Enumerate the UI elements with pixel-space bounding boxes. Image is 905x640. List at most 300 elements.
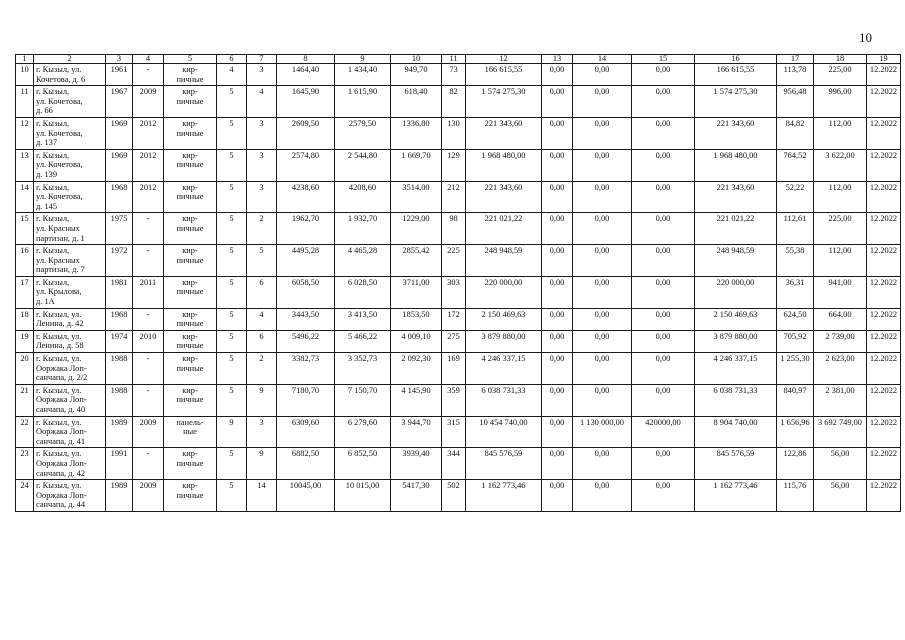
cell-cost-limit: 996,00 [814, 86, 867, 118]
cell-living-area: 3 413,50 [335, 308, 391, 330]
cell-address [34, 448, 106, 480]
cell-residential-area: 3514,00 [391, 181, 442, 213]
cell-total-area: 4238,60 [277, 181, 335, 213]
cell-completion-date: 12.2022 [867, 149, 901, 181]
cell-living-area: 7 150,70 [335, 384, 391, 416]
cell-address [34, 384, 106, 416]
cell-completion-date: 12.2022 [867, 276, 901, 308]
cell-total-area: 5496,22 [277, 330, 335, 352]
cell-renovation-year: 2011 [133, 276, 164, 308]
cell-repair-cost: 1 162 773,46 [466, 480, 542, 512]
cell-floors: 5 [217, 213, 247, 245]
cell-floors: 5 [217, 149, 247, 181]
cell-row-number: 19 [16, 330, 34, 352]
cell-residents: 225 [442, 245, 466, 277]
cell-line: г. Кызыл, ул. [36, 354, 82, 364]
cell-wall-material [164, 416, 217, 448]
cell-living-area: 6 852,50 [335, 448, 391, 480]
cell-line: санчапа, д. 42 [36, 468, 86, 478]
cell-repair-cost: 220 000,00 [466, 276, 542, 308]
cell-year-built: 1991 [106, 448, 133, 480]
cell-line: кир- [182, 277, 198, 287]
cell-year-built: 1968 [106, 181, 133, 213]
cell-address [34, 181, 106, 213]
cell-line: кир- [182, 87, 198, 97]
cell-year-built: 1969 [106, 117, 133, 149]
cell-completion-date: 12.2022 [867, 384, 901, 416]
cell-wall-material [164, 448, 217, 480]
cell-col-15: 0,00 [632, 245, 695, 277]
cell-row-number: 11 [16, 86, 34, 118]
cell-line: д. 139 [36, 169, 58, 179]
cell-row-number: 22 [16, 416, 34, 448]
cell-address [34, 480, 106, 512]
cell-repair-cost: 4 246 337,15 [466, 353, 542, 385]
cell-floors: 5 [217, 480, 247, 512]
cell-line: д. 137 [36, 138, 58, 148]
cell-line: кир- [182, 354, 198, 364]
cell-col-13: 0,00 [542, 416, 573, 448]
cell-residential-area: 3 944,70 [391, 416, 442, 448]
cell-entrances: 6 [247, 330, 277, 352]
cell-residential-area: 949,70 [391, 64, 442, 86]
cell-col-13: 0,00 [542, 353, 573, 385]
cell-line: г. Кызыл, ул. [36, 449, 82, 459]
cell-renovation-year: - [133, 213, 164, 245]
page-number: 10 [859, 30, 872, 45]
cell-residents: 169 [442, 353, 466, 385]
cell-completion-date: 12.2022 [867, 308, 901, 330]
cell-row-number: 14 [16, 181, 34, 213]
cell-cost-per-sqm: 122,86 [777, 448, 814, 480]
cell-residential-area: 1229,00 [391, 213, 442, 245]
cell-col-14: 0,00 [573, 117, 632, 149]
cell-total-cost: 1 574 275,30 [695, 86, 777, 118]
cell-cost-per-sqm: 55,38 [777, 245, 814, 277]
column-number-8: 8 [277, 55, 335, 64]
cell-repair-cost: 2 150 469,63 [466, 308, 542, 330]
cell-entrances: 5 [247, 245, 277, 277]
cell-line: г. Кызыл, [36, 118, 70, 128]
cell-col-14: 0,00 [573, 330, 632, 352]
table-row [16, 480, 901, 512]
cell-line: пичные [176, 319, 204, 329]
cell-total-area: 7180,70 [277, 384, 335, 416]
cell-wall-material [164, 276, 217, 308]
cell-line: д. 1А [36, 297, 55, 307]
cell-line: г. Кызыл, [36, 150, 70, 160]
cell-residents: 130 [442, 117, 466, 149]
cell-line: Ооржака Лоп- [36, 458, 87, 468]
cell-total-cost: 845 576,59 [695, 448, 777, 480]
cell-repair-cost: 248 948,59 [466, 245, 542, 277]
cell-residential-area: 1336,80 [391, 117, 442, 149]
cell-col-15: 420000,00 [632, 416, 695, 448]
cell-col-14: 0,00 [573, 480, 632, 512]
cell-completion-date: 12.2022 [867, 86, 901, 118]
cell-address [34, 117, 106, 149]
cell-repair-cost: 10 454 740,00 [466, 416, 542, 448]
table-row [16, 213, 901, 245]
cell-total-cost: 166 615,55 [695, 64, 777, 86]
cell-line: пичные [176, 223, 204, 233]
cell-entrances: 2 [247, 353, 277, 385]
cell-col-14: 0,00 [573, 276, 632, 308]
cell-wall-material [164, 480, 217, 512]
cell-repair-cost: 1 968 480,00 [466, 149, 542, 181]
cell-col-15: 0,00 [632, 213, 695, 245]
column-number-18: 18 [814, 55, 867, 64]
table-row [16, 64, 901, 86]
cell-cost-limit: 3 692 749,00 [814, 416, 867, 448]
cell-floors: 5 [217, 308, 247, 330]
cell-cost-per-sqm: 1 255,30 [777, 353, 814, 385]
cell-wall-material [164, 117, 217, 149]
cell-total-cost: 6 038 731,33 [695, 384, 777, 416]
column-number-7: 7 [247, 55, 277, 64]
cell-line: кир- [182, 449, 198, 459]
cell-address [34, 416, 106, 448]
cell-entrances: 3 [247, 117, 277, 149]
cell-line: партизан, д. 1 [36, 233, 85, 243]
cell-col-13: 0,00 [542, 480, 573, 512]
cell-completion-date: 12.2022 [867, 117, 901, 149]
cell-cost-per-sqm: 84,82 [777, 117, 814, 149]
cell-col-14: 0,00 [573, 353, 632, 385]
cell-floors: 5 [217, 86, 247, 118]
cell-wall-material [164, 330, 217, 352]
cell-line: г. Кызыл, [36, 214, 70, 224]
cell-total-cost: 1 162 773,46 [695, 480, 777, 512]
cell-residents: 98 [442, 213, 466, 245]
cell-cost-limit: 941,00 [814, 276, 867, 308]
cell-year-built: 1989 [106, 480, 133, 512]
cell-total-cost: 248 948,59 [695, 245, 777, 277]
cell-total-area: 6058,50 [277, 276, 335, 308]
cell-col-13: 0,00 [542, 181, 573, 213]
cell-floors: 4 [217, 64, 247, 86]
cell-residents: 303 [442, 276, 466, 308]
cell-line: ул. Кочетова, [36, 192, 83, 202]
cell-total-area: 1464,40 [277, 64, 335, 86]
cell-line: кир- [182, 150, 198, 160]
cell-line: кир- [182, 214, 198, 224]
cell-completion-date: 12.2022 [867, 448, 901, 480]
cell-line: ул. Красных [36, 255, 80, 265]
cell-cost-limit: 112,00 [814, 117, 867, 149]
cell-renovation-year: - [133, 308, 164, 330]
cell-repair-cost: 221 021,22 [466, 213, 542, 245]
cell-residential-area: 2 092,30 [391, 353, 442, 385]
cell-floors: 5 [217, 117, 247, 149]
cell-line: санчапа, д. 40 [36, 405, 86, 414]
cell-renovation-year: 2012 [133, 149, 164, 181]
cell-total-cost: 221 343,60 [695, 181, 777, 213]
cell-line: г. Кызыл, [36, 182, 70, 192]
column-number-1: 1 [16, 55, 34, 64]
cell-row-number: 12 [16, 117, 34, 149]
cell-row-number: 15 [16, 213, 34, 245]
cell-line: пичные [176, 160, 204, 170]
cell-line: г. Кызыл, ул. [36, 309, 82, 319]
cell-line: Ооржака Лоп- [36, 427, 87, 437]
cell-cost-per-sqm: 1 656,96 [777, 416, 814, 448]
cell-total-area: 3443,50 [277, 308, 335, 330]
table-row [16, 384, 901, 416]
cell-year-built: 1972 [106, 245, 133, 277]
cell-line: пичные [176, 458, 204, 468]
cell-line: кир- [182, 481, 198, 491]
cell-entrances: 2 [247, 213, 277, 245]
table-row [16, 308, 901, 330]
cell-living-area: 2 544,80 [335, 149, 391, 181]
column-number-6: 6 [217, 55, 247, 64]
cell-total-area: 2574,80 [277, 149, 335, 181]
cell-col-15: 0,00 [632, 353, 695, 385]
cell-repair-cost: 166 615,55 [466, 64, 542, 86]
cell-total-area: 1962,70 [277, 213, 335, 245]
column-number-16: 16 [695, 55, 777, 64]
column-number-2: 2 [34, 55, 106, 64]
cell-residential-area: 3711,00 [391, 276, 442, 308]
cell-entrances: 9 [247, 448, 277, 480]
cell-cost-limit: 2 739,00 [814, 330, 867, 352]
cell-residents: 82 [442, 86, 466, 118]
cell-floors: 5 [217, 448, 247, 480]
cell-col-13: 0,00 [542, 149, 573, 181]
cell-line: пичные [176, 74, 204, 84]
cell-line: д. 145 [36, 201, 58, 211]
cell-living-area: 4208,60 [335, 181, 391, 213]
cell-completion-date: 12.2022 [867, 245, 901, 277]
cell-line: кир- [182, 331, 198, 341]
cell-line: г. Кызыл, [36, 246, 70, 256]
cell-line: г. Кызыл, ул. [36, 65, 82, 74]
cell-renovation-year: 2012 [133, 181, 164, 213]
cell-col-13: 0,00 [542, 308, 573, 330]
cell-line: ул. Крылова, [36, 287, 82, 297]
cell-row-number: 23 [16, 448, 34, 480]
cell-floors: 5 [217, 181, 247, 213]
column-number-10: 10 [391, 55, 442, 64]
cell-completion-date: 12.2022 [867, 213, 901, 245]
cell-line: кир- [182, 118, 198, 128]
cell-col-15: 0,00 [632, 480, 695, 512]
cell-address [34, 245, 106, 277]
cell-living-area: 1 932,70 [335, 213, 391, 245]
cell-total-cost: 8 904 740,00 [695, 416, 777, 448]
cell-line: ные [183, 427, 197, 437]
cell-line: ул. Красных [36, 223, 80, 233]
cell-renovation-year: 2009 [133, 480, 164, 512]
cell-col-14: 0,00 [573, 181, 632, 213]
column-number-row [16, 55, 901, 64]
cell-row-number: 21 [16, 384, 34, 416]
cell-entrances: 3 [247, 416, 277, 448]
cell-repair-cost: 6 038 731,33 [466, 384, 542, 416]
cell-entrances: 3 [247, 149, 277, 181]
cell-renovation-year: 2009 [133, 416, 164, 448]
cell-col-14: 0,00 [573, 384, 632, 416]
cell-repair-cost: 221 343,60 [466, 181, 542, 213]
cell-cost-limit: 2 381,00 [814, 384, 867, 416]
housing-register-table [15, 54, 901, 512]
cell-col-15: 0,00 [632, 149, 695, 181]
cell-row-number: 20 [16, 353, 34, 385]
cell-total-area: 6882,50 [277, 448, 335, 480]
cell-address [34, 86, 106, 118]
cell-line: д. 66 [36, 106, 53, 116]
cell-line: пичные [176, 490, 204, 500]
cell-floors: 5 [217, 276, 247, 308]
cell-repair-cost: 3 879 880,00 [466, 330, 542, 352]
cell-address [34, 213, 106, 245]
cell-line: Ленина, д. 58 [36, 341, 84, 351]
cell-cost-limit: 2 623,00 [814, 353, 867, 385]
cell-total-area: 2609,50 [277, 117, 335, 149]
cell-col-14: 0,00 [573, 308, 632, 330]
cell-living-area: 10 015,00 [335, 480, 391, 512]
cell-total-cost: 221 021,22 [695, 213, 777, 245]
cell-col-15: 0,00 [632, 64, 695, 86]
cell-col-14: 0,00 [573, 448, 632, 480]
cell-cost-per-sqm: 764,52 [777, 149, 814, 181]
cell-residents: 129 [442, 149, 466, 181]
cell-residential-area: 4 009,10 [391, 330, 442, 352]
table-row [16, 353, 901, 385]
cell-row-number: 24 [16, 480, 34, 512]
cell-living-area: 1 434,40 [335, 64, 391, 86]
cell-repair-cost: 1 574 275,30 [466, 86, 542, 118]
cell-floors: 5 [217, 330, 247, 352]
cell-cost-per-sqm: 956,48 [777, 86, 814, 118]
cell-line: пичные [176, 363, 204, 373]
column-number-9: 9 [335, 55, 391, 64]
cell-year-built: 1968 [106, 308, 133, 330]
cell-col-15: 0,00 [632, 330, 695, 352]
cell-col-14: 1 130 000,00 [573, 416, 632, 448]
cell-total-cost: 220 000,00 [695, 276, 777, 308]
cell-col-14: 0,00 [573, 86, 632, 118]
column-number-13: 13 [542, 55, 573, 64]
table-row [16, 330, 901, 352]
cell-line: кир- [182, 385, 198, 395]
cell-col-13: 0,00 [542, 276, 573, 308]
cell-residents: 359 [442, 384, 466, 416]
cell-floors: 5 [217, 353, 247, 385]
cell-renovation-year: 2010 [133, 330, 164, 352]
cell-row-number: 18 [16, 308, 34, 330]
cell-line: пичные [176, 287, 204, 297]
cell-line: пичные [176, 395, 204, 405]
cell-completion-date: 12.2022 [867, 480, 901, 512]
cell-line: ул. Кочетова, [36, 128, 83, 138]
cell-total-area: 10045,00 [277, 480, 335, 512]
cell-completion-date: 12.2022 [867, 353, 901, 385]
table-row [16, 448, 901, 480]
table-row [16, 416, 901, 448]
cell-wall-material [164, 308, 217, 330]
cell-total-area: 1645,90 [277, 86, 335, 118]
cell-line: Ооржака Лоп- [36, 395, 87, 405]
cell-year-built: 1989 [106, 416, 133, 448]
cell-row-number: 16 [16, 245, 34, 277]
cell-renovation-year: 2009 [133, 86, 164, 118]
cell-cost-limit: 112,00 [814, 245, 867, 277]
cell-line: г. Кызыл, [36, 87, 70, 97]
cell-line: санчапа, д. 44 [36, 500, 86, 510]
cell-cost-per-sqm: 52,22 [777, 181, 814, 213]
cell-address [34, 330, 106, 352]
cell-completion-date: 12.2022 [867, 181, 901, 213]
cell-col-15: 0,00 [632, 181, 695, 213]
cell-row-number: 17 [16, 276, 34, 308]
cell-cost-limit: 56,00 [814, 480, 867, 512]
cell-wall-material [164, 86, 217, 118]
cell-residential-area: 2855,42 [391, 245, 442, 277]
cell-residents: 172 [442, 308, 466, 330]
cell-cost-limit: 225,00 [814, 64, 867, 86]
cell-line: Ленина, д. 42 [36, 319, 84, 329]
column-number-4: 4 [133, 55, 164, 64]
cell-line: кир- [182, 65, 198, 74]
cell-year-built: 1981 [106, 276, 133, 308]
cell-renovation-year: - [133, 353, 164, 385]
cell-line: г. Кызыл, ул. [36, 481, 82, 491]
cell-line: пичные [176, 255, 204, 265]
cell-renovation-year: - [133, 384, 164, 416]
cell-entrances: 14 [247, 480, 277, 512]
cell-entrances: 9 [247, 384, 277, 416]
cell-floors: 5 [217, 384, 247, 416]
cell-cost-per-sqm: 624,50 [777, 308, 814, 330]
cell-living-area: 2579,50 [335, 117, 391, 149]
cell-residential-area: 4 145,90 [391, 384, 442, 416]
cell-col-14: 0,00 [573, 213, 632, 245]
column-number-11: 11 [442, 55, 466, 64]
cell-col-13: 0,00 [542, 213, 573, 245]
cell-entrances: 4 [247, 308, 277, 330]
cell-cost-per-sqm: 36,31 [777, 276, 814, 308]
cell-wall-material [164, 353, 217, 385]
cell-renovation-year: - [133, 64, 164, 86]
table-row [16, 181, 901, 213]
cell-living-area: 4 465,28 [335, 245, 391, 277]
cell-col-15: 0,00 [632, 308, 695, 330]
cell-cost-per-sqm: 115,76 [777, 480, 814, 512]
cell-line: пичные [176, 192, 204, 202]
column-number-19: 19 [867, 55, 901, 64]
cell-residential-area: 5417,30 [391, 480, 442, 512]
cell-total-cost: 4 246 337,15 [695, 353, 777, 385]
cell-year-built: 1967 [106, 86, 133, 118]
column-number-3: 3 [106, 55, 133, 64]
cell-completion-date: 12.2022 [867, 330, 901, 352]
cell-residents: 502 [442, 480, 466, 512]
cell-col-13: 0,00 [542, 245, 573, 277]
cell-living-area: 6 279,60 [335, 416, 391, 448]
column-number-5: 5 [164, 55, 217, 64]
cell-address [34, 149, 106, 181]
cell-total-area: 3382,73 [277, 353, 335, 385]
column-number-17: 17 [777, 55, 814, 64]
cell-line: пичные [176, 96, 204, 106]
cell-line: г. Кызыл, [36, 277, 70, 287]
cell-line: Ооржака Лоп- [36, 363, 87, 373]
cell-line: пичные [176, 341, 204, 351]
cell-line: Кочетова, д. 6 [36, 74, 86, 84]
column-number-12: 12 [466, 55, 542, 64]
